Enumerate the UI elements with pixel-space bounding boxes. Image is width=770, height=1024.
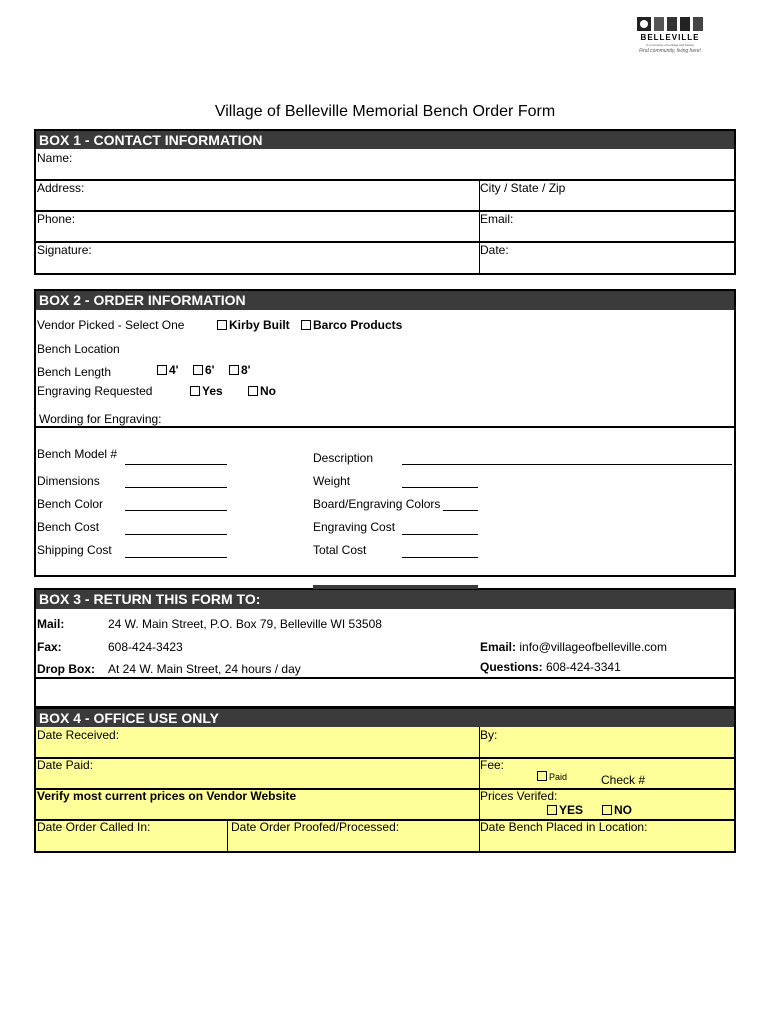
length-8-option[interactable] [229,363,251,377]
mail-value: 24 W. Main Street, P.O. Box 79, Belleville WI 53508 [108,617,382,631]
shipping-cost-input[interactable] [125,557,227,558]
fee-field[interactable]: Fee: [480,758,505,772]
box2-header: BOX 2 - ORDER INFORMATION [36,291,734,310]
box1-header: BOX 1 - CONTACT INFORMATION [36,131,734,149]
date-called-field[interactable]: Date Order Called In: [37,820,151,834]
fax-value: 608-424-3423 [108,640,183,654]
length-8-label: 8' [241,363,251,377]
signature-field[interactable]: Signature: [37,243,92,257]
form-title: Village of Belleville Memorial Bench Order Form [214,103,556,120]
verified-yes-option[interactable] [547,803,583,817]
description-label: Description [313,451,374,465]
vendor-label: Vendor Picked - Select One [37,318,185,332]
board-colors-input[interactable] [443,510,478,511]
dropbox-label: Drop Box: [37,662,95,676]
date-received-field[interactable]: Date Received: [37,728,120,742]
box4-header: BOX 4 - OFFICE USE ONLY [36,709,734,727]
email-field[interactable]: Email: [480,212,514,226]
weight-input[interactable] [402,487,478,488]
paid-label: Paid [549,772,568,782]
check-number-field[interactable]: Check # [601,773,646,787]
paid-checkbox[interactable] [537,771,547,781]
length-6-checkbox[interactable] [193,365,203,375]
logo-motto: Find community, living here! [639,48,701,54]
description-input[interactable] [402,464,732,465]
vendor-barco-option[interactable] [301,318,402,332]
date-paid-field[interactable]: Date Paid: [37,758,94,772]
length-4-option[interactable] [157,363,179,377]
weight-label: Weight [313,474,351,488]
bench-cost-label: Bench Cost [37,520,100,534]
engraving-yes-checkbox[interactable] [190,386,200,396]
verify-prices-note: Verify most current prices on Vendor Website [37,789,297,803]
email-contact-value[interactable]: info@villageofbelleville.com [519,640,667,654]
wording-label: Wording for Engraving: [39,412,162,426]
date-field[interactable]: Date: [480,243,509,257]
bench-location-label: Bench Location [37,342,120,356]
bench-model-label: Bench Model # [37,447,118,461]
bench-color-input[interactable] [125,510,227,511]
engraving-no-label: No [260,384,276,398]
bench-length-label: Bench Length [37,365,112,379]
engraving-cost-label: Engraving Cost [313,520,396,534]
dropbox-value: At 24 W. Main Street, 24 hours / day [108,662,301,676]
length-4-label: 4' [169,363,179,377]
total-cost-input[interactable] [402,557,478,558]
logo-name: BELLEVILLE [640,33,700,42]
questions-contact [480,660,621,674]
belleville-logo [635,16,705,56]
dimensions-label: Dimensions [37,474,100,488]
verified-no-option[interactable] [602,803,632,817]
bench-color-label: Bench Color [37,497,104,511]
verified-yes-checkbox[interactable] [547,805,557,815]
vendor-kirby-option[interactable] [217,318,290,332]
logo-tagline: A community of heritage and beauty [646,43,694,47]
questions-label: Questions: [480,660,543,674]
name-field[interactable]: Name: [37,151,73,165]
fax-label: Fax: [37,640,62,654]
box1-contact-information [34,129,736,275]
total-cost-label: Total Cost [313,543,367,557]
address-field[interactable]: Address: [37,181,85,195]
prices-verified-label: Prices Verifed: [480,789,558,803]
engraving-no-option[interactable] [248,384,276,398]
verified-no-checkbox[interactable] [602,805,612,815]
shipping-cost-label: Shipping Cost [37,543,112,557]
bench-cost-input[interactable] [125,534,227,535]
engraving-requested-label: Engraving Requested [37,384,153,398]
city-state-zip-field[interactable]: City / State / Zip [480,181,566,195]
kirby-checkbox[interactable] [217,320,227,330]
dimensions-input[interactable] [125,487,227,488]
header-overlap-bar [313,585,478,589]
length-8-checkbox[interactable] [229,365,239,375]
paid-option[interactable] [537,771,567,782]
by-field[interactable]: By: [480,728,498,742]
barco-label: Barco Products [313,318,403,332]
verified-yes-label: YES [559,803,584,817]
verified-no-label: NO [614,803,632,817]
mail-label: Mail: [37,617,65,631]
engraving-cost-input[interactable] [402,534,478,535]
length-6-option[interactable] [193,363,215,377]
engraving-yes-label: Yes [202,384,223,398]
date-proofed-field[interactable]: Date Order Proofed/Processed: [231,820,400,834]
date-placed-field[interactable]: Date Bench Placed in Location: [480,820,648,834]
phone-field[interactable]: Phone: [37,212,76,226]
length-4-checkbox[interactable] [157,365,167,375]
board-colors-label: Board/Engraving Colors [313,497,441,511]
box3-header: BOX 3 - RETURN THIS FORM TO: [36,590,734,609]
bench-model-input[interactable] [125,464,227,465]
barco-checkbox[interactable] [301,320,311,330]
engraving-no-checkbox[interactable] [248,386,258,396]
engraving-yes-option[interactable] [190,384,223,398]
email-contact-label: Email: [480,640,517,654]
email-contact [480,640,667,654]
length-6-label: 6' [205,363,215,377]
kirby-label: Kirby Built [229,318,290,332]
questions-value: 608-424-3341 [546,660,621,674]
